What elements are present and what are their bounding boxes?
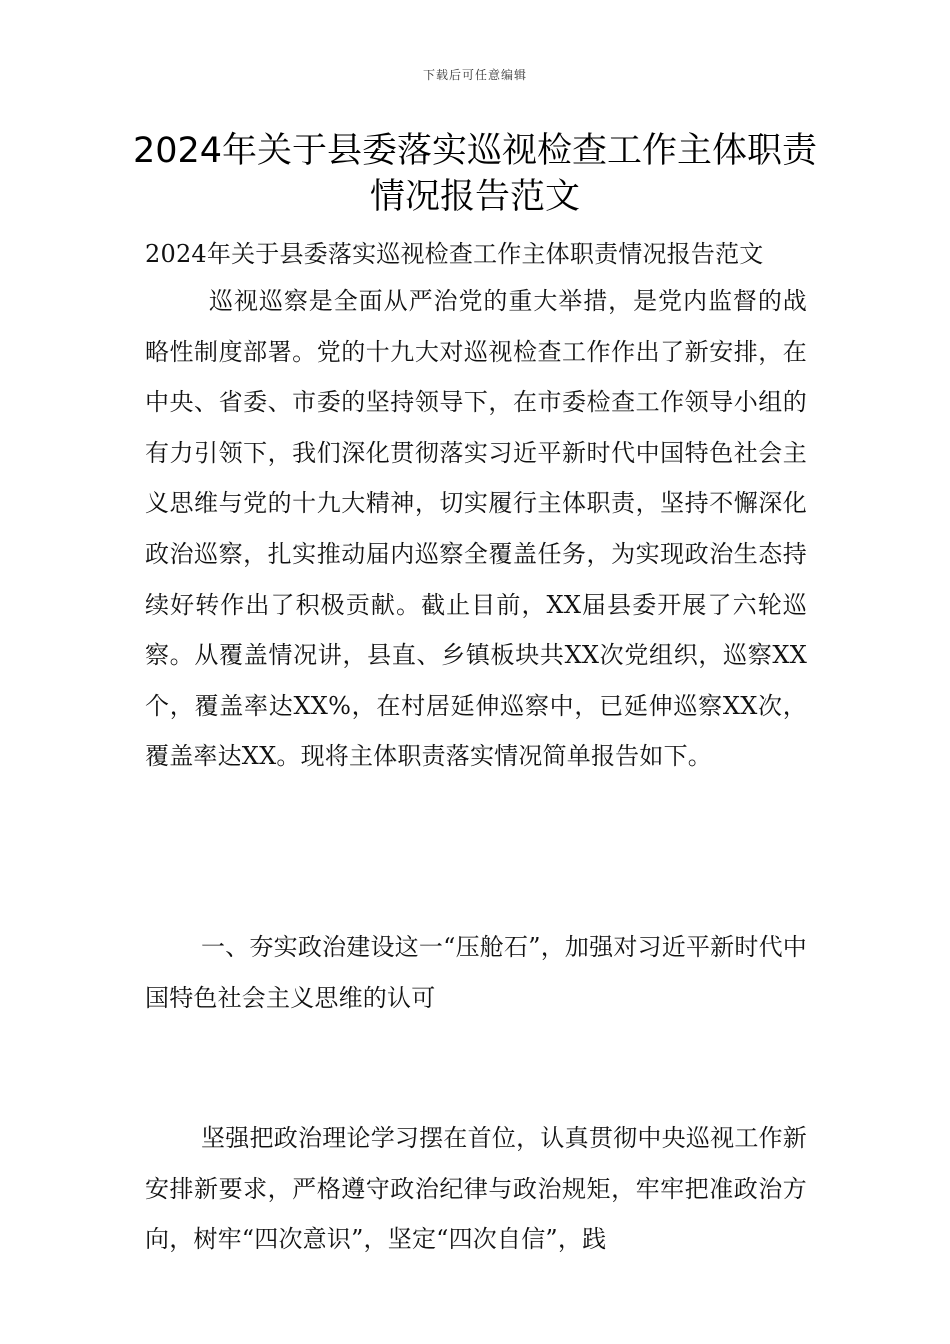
section-heading: 一、夯实政治建设这一“压舱石”，加强对习近平新时代中国特色社会主义思维的认可 xyxy=(145,933,807,1012)
subtitle-line: 2024年关于县委落实巡视检查工作主体职责情况报告范文 xyxy=(145,240,764,268)
document-title: 2024年关于县委落实巡视检查工作主体职责情况报告范文 xyxy=(132,131,818,217)
intro-paragraph: 巡视巡察是全面从严治党的重大举措，是党内监督的战略性制度部署。党的十九大对巡视检查工作作出了新安排，在中央、省委、市委的坚持领导下，在市委检查工作领导小组的有力引领下，我们深化贯彻落实习近平新时代中国特色社会主义思维与党的十九大精神，切实履行主体职责，坚持不懈深化政治巡察，扎实推动届内巡察全覆盖任务，为实现政治生态持续好转作出了积极贡献。截止目前，XX届县委开展了六轮巡察。从覆盖情况讲，县直、乡镇板块共XX次党组织，巡察XX个，覆盖率达XX%，在村居延伸巡察中，已延伸巡察XX次，覆盖率达XX。现将主体职责落实情况简单报告如下。 xyxy=(145,287,807,771)
header-note: 下载后可任意编辑 xyxy=(422,68,527,82)
section-paragraph: 坚强把政治理论学习摆在首位，认真贯彻中央巡视工作新安排新要求，严格遵守政治纪律与政治规矩，牢牢把准政治方向，树牢“四次意识”，坚定“四次自信”，践 xyxy=(145,1124,807,1254)
